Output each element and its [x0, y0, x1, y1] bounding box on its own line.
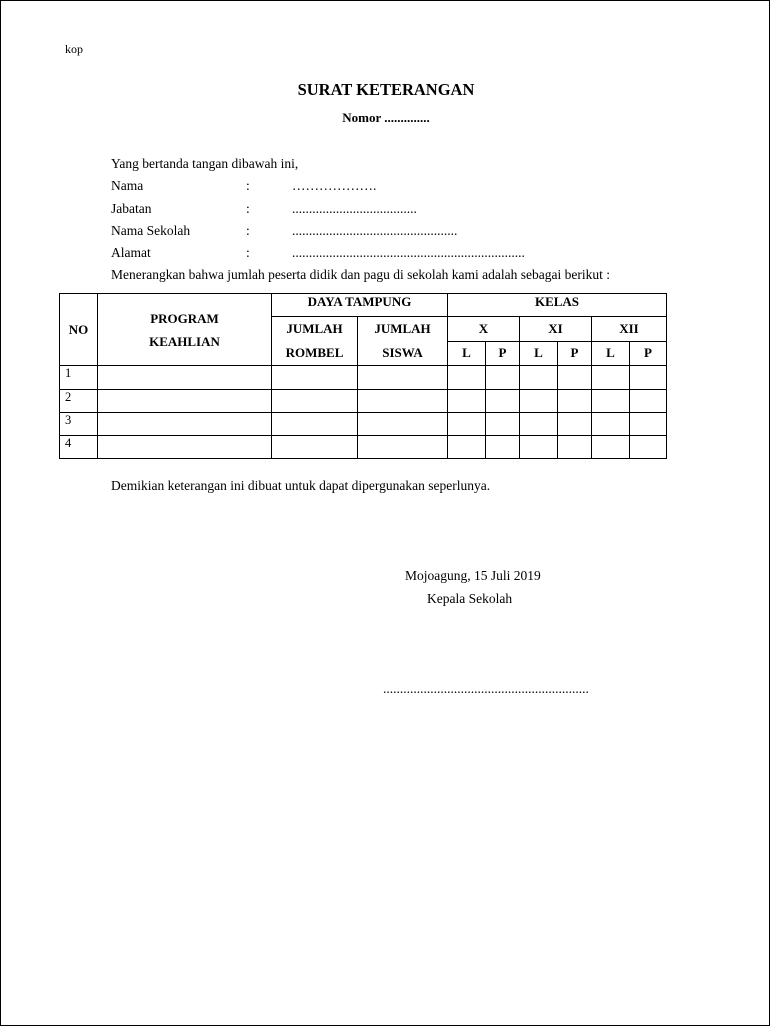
header-kelas-xi: XI — [520, 317, 592, 342]
field-label: Alamat — [111, 245, 151, 260]
cell-xi-p — [558, 413, 592, 436]
header-p: P — [630, 341, 667, 366]
header-p: P — [486, 341, 520, 366]
cell-program — [98, 436, 272, 459]
cell-x-l — [448, 413, 486, 436]
header-kelas: KELAS — [448, 294, 667, 317]
row-number: 3 — [60, 413, 98, 436]
cell-program — [98, 390, 272, 413]
field-colon: : — [246, 201, 250, 216]
cell-xi-p — [558, 436, 592, 459]
cell-siswa — [358, 413, 448, 436]
field-colon: : — [246, 245, 250, 260]
table-row — [60, 413, 667, 436]
cell-xi-l — [520, 436, 558, 459]
cell-xii-l — [592, 436, 630, 459]
cell-program — [98, 413, 272, 436]
intro-text: Yang bertanda tangan dibawah ini, — [111, 156, 299, 171]
header-l: L — [520, 341, 558, 366]
header-kelas-xii: XII — [592, 317, 667, 342]
statement-text: Menerangkan bahwa jumlah peserta didik dan pagu di sekolah kami adalah sebagai berikut : — [111, 267, 610, 282]
letterhead-placeholder: kop — [65, 42, 83, 56]
cell-x-l — [448, 366, 486, 390]
cell-rombel — [272, 366, 358, 390]
signature-name-line: ............................................................. — [383, 681, 589, 696]
header-rombel: ROMBEL — [285, 345, 344, 360]
cell-x-p — [486, 390, 520, 413]
cell-xi-l — [520, 366, 558, 390]
signature-place-date: Mojoagung, 15 Juli 2019 — [405, 568, 541, 583]
cell-xi-l — [520, 390, 558, 413]
header-jumlah-rombel — [272, 317, 358, 366]
cell-xii-p — [630, 390, 667, 413]
cell-x-l — [448, 390, 486, 413]
cell-rombel — [272, 436, 358, 459]
cell-xii-l — [592, 413, 630, 436]
student-capacity-table — [59, 293, 667, 459]
cell-xii-l — [592, 390, 630, 413]
header-jumlah: JUMLAH — [374, 321, 431, 336]
header-daya-tampung: DAYA TAMPUNG — [272, 294, 448, 317]
field-colon: : — [246, 223, 250, 238]
header-siswa: SISWA — [382, 345, 423, 360]
field-value: ..................................................................... — [292, 245, 525, 260]
row-number: 4 — [60, 436, 98, 459]
document-number: Nomor .............. — [342, 110, 430, 125]
document-title: SURAT KETERANGAN — [297, 80, 475, 99]
cell-rombel — [272, 413, 358, 436]
cell-xii-l — [592, 366, 630, 390]
cell-x-p — [486, 413, 520, 436]
cell-siswa — [358, 436, 448, 459]
field-label: Nama — [111, 178, 144, 193]
cell-rombel — [272, 390, 358, 413]
table-row — [60, 436, 667, 459]
header-p: P — [558, 341, 592, 366]
cell-xii-p — [630, 366, 667, 390]
table-row — [60, 366, 667, 390]
field-label: Jabatan — [111, 201, 152, 216]
table-row — [60, 390, 667, 413]
field-value: ………………. — [292, 178, 377, 193]
cell-xi-p — [558, 366, 592, 390]
cell-x-l — [448, 436, 486, 459]
header-no: NO — [60, 294, 98, 366]
header-l: L — [448, 341, 486, 366]
cell-xi-l — [520, 413, 558, 436]
cell-program — [98, 366, 272, 390]
header-program-line2: KEAHLIAN — [149, 333, 220, 349]
cell-xii-p — [630, 436, 667, 459]
cell-x-p — [486, 436, 520, 459]
field-colon: : — [246, 178, 250, 193]
cell-xi-p — [558, 390, 592, 413]
header-l: L — [592, 341, 630, 366]
signature-position: Kepala Sekolah — [427, 591, 513, 606]
row-number: 2 — [60, 390, 98, 413]
header-program-line1: PROGRAM — [150, 310, 219, 326]
cell-xii-p — [630, 413, 667, 436]
closing-text: Demikian keterangan ini dibuat untuk dapat dipergunakan seperlunya. — [111, 478, 491, 493]
field-value: ................................................. — [292, 223, 458, 238]
header-jumlah: JUMLAH — [286, 321, 343, 336]
header-jumlah-siswa — [358, 317, 448, 366]
field-value: ..................................... — [292, 201, 417, 216]
row-number: 1 — [60, 366, 98, 390]
header-program-keahlian — [98, 294, 272, 366]
field-label: Nama Sekolah — [111, 223, 191, 238]
header-kelas-x: X — [448, 317, 520, 342]
cell-siswa — [358, 390, 448, 413]
cell-siswa — [358, 366, 448, 390]
cell-x-p — [486, 366, 520, 390]
